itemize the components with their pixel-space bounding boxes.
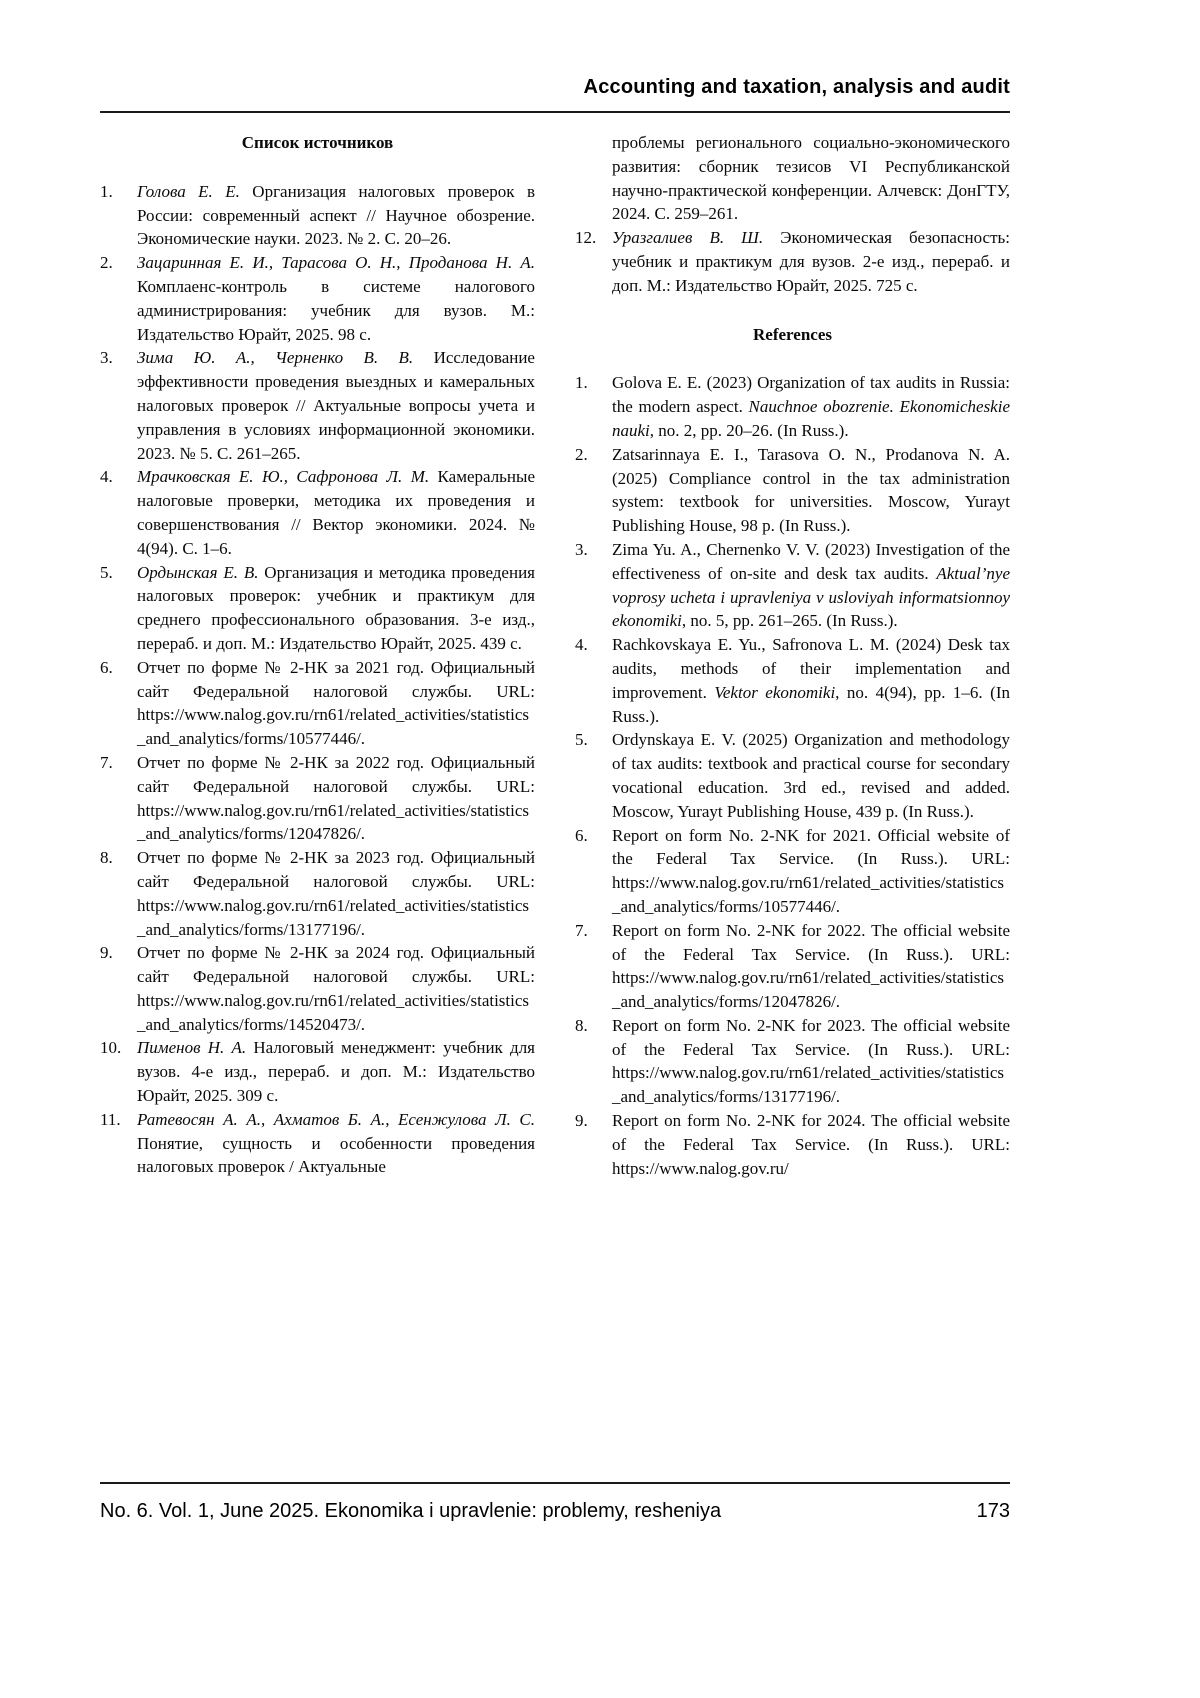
page-body [100, 131, 1010, 1471]
reference-number: 11. [100, 1109, 121, 1129]
reference-item [100, 656, 535, 751]
reference-text [612, 1109, 1010, 1180]
reference-number: 5. [100, 562, 113, 582]
reference-text [612, 443, 1010, 538]
reference-item [100, 941, 535, 1036]
reference-number: 3. [100, 348, 113, 368]
reference-number: 3. [575, 539, 588, 559]
english-reference-list [575, 371, 1010, 1180]
reference-italic-segment: Уразгалиев В. Ш. [612, 228, 764, 248]
reference-text [137, 180, 535, 251]
reference-text-segment: Ordynskaya E. V. (2025) Organization and methodology of tax audits: textbook and practical course for secondary vocational education. 3rd ed., revised and added. Moscow, Yurayt Publishing House, 439 p. (In Russ.). [612, 730, 1010, 821]
reference-text [137, 1108, 535, 1179]
reference-number: 8. [575, 1015, 588, 1035]
page-number: 173 [976, 1500, 1010, 1522]
reference-text-segment: Rachkovskaya E. Yu., Safronova L. M. (2024) Desk tax audits, methods of their implementation and improvement. [612, 635, 1010, 702]
russian-reference-list-continued [575, 226, 1010, 297]
reference-text-segment: Zima Yu. A., Chernenko V. V. (2023) Investigation of the effectiveness of on-site and desk tax audits. [612, 539, 1010, 583]
reference-text [137, 561, 535, 656]
reference-item [575, 131, 1010, 226]
reference-number: 4. [575, 635, 588, 655]
reference-number: 7. [100, 752, 113, 772]
reference-text [137, 251, 535, 346]
reference-text-segment: проблемы регионального социально-экономического развития: сборник тезисов VI Республиканской научно-практической конференции. Алчевск: ДонГТУ, 2024. С. 259–261. [612, 133, 1010, 224]
reference-text-segment: Экономическая безопасность: учебник и практикум для вузов. 2-е изд., перераб. и доп. М.: Издательство Юрайт, 2025. 725 с. [612, 228, 1010, 295]
reference-italic-segment: Ратевосян А. А., Ахматов Б. А., Есенжулова Л. С. [137, 1109, 535, 1129]
reference-text-segment: , no. 2, pp. 20–26. (In Russ.). [649, 420, 849, 440]
reference-number: 1. [100, 181, 113, 201]
reference-italic-segment: Пименов Н. А. [137, 1038, 247, 1058]
reference-text-segment: Report on form No. 2-NK for 2022. The official website of the Federal Tax Service. (In Russ.). URL: https://www.nalog.gov.ru/rn61/related_activities/statistics_and_analytics/forms/12047826/. [612, 920, 1010, 1012]
reference-text-segment: Отчет по форме № 2-НК за 2021 год. Официальный сайт Федеральной налоговой службы. URL: https://www.nalog.gov.ru/rn61/related_activities/statistics_and_analytics/forms/10577446/. [137, 657, 535, 749]
reference-text [612, 919, 1010, 1014]
reference-text [137, 941, 535, 1036]
sources-heading: Список источников [241, 133, 394, 152]
reference-text [612, 226, 1010, 297]
reference-text-segment: Отчет по форме № 2-НК за 2023 год. Официальный сайт Федеральной налоговой службы. URL: https://www.nalog.gov.ru/rn61/related_activities/statistics_and_analytics/forms/13177196/. [137, 848, 535, 939]
reference-text [137, 1036, 535, 1107]
reference-italic-segment: Vektor ekonomiki [714, 682, 836, 702]
reference-text-segment: Zatsarinnaya E. I., Tarasova O. N., Prodanova N. A. (2025) Compliance control in the tax administration system: textbook for universities. Moscow, Yurayt Publishing House, 98 p. (In Russ.). [612, 444, 1010, 536]
reference-number: 7. [575, 920, 588, 940]
reference-text-segment: Понятие, сущность и особенности проведения налоговых проверок / Актуальные [137, 1133, 535, 1177]
reference-italic-segment: Мрачковская Е. Ю., Сафронова Л. М. [137, 467, 430, 487]
reference-item [100, 1108, 535, 1179]
reference-number: 9. [575, 1111, 588, 1131]
reference-item [575, 633, 1010, 728]
reference-text [137, 346, 535, 465]
reference-text [612, 131, 1010, 226]
reference-italic-segment: Голова Е. Е. [137, 181, 240, 201]
reference-text-segment: Организация налоговых проверок в России: современный аспект // Научное обозрение. Экономические науки. 2023. № 2. С. 20–26. [137, 181, 535, 249]
reference-number [575, 131, 612, 226]
reference-text-segment: Организация и методика проведения налоговых проверок: учебник и практикум для среднего профессионального образования. 3-е изд., перераб. и доп. М.: Издательство Юрайт, 2025. 439 с. [137, 562, 535, 653]
reference-item [100, 465, 535, 560]
reference-text [612, 824, 1010, 919]
reference-text-segment: Налоговый менеджмент: учебник для вузов. 4-е изд., перераб. и доп. М.: Издательство Юрайт, 2025. 309 с. [137, 1038, 535, 1106]
reference-number: 10. [100, 1038, 122, 1058]
russian-reference-list [100, 180, 535, 1179]
reference-item [100, 346, 535, 465]
reference-number: 2. [100, 253, 113, 273]
left-column [100, 131, 535, 1471]
reference-number: 6. [575, 825, 588, 845]
reference-item [575, 919, 1010, 1014]
reference-text [137, 846, 535, 941]
reference-text-segment: Report on form No. 2-NK for 2024. The official website of the Federal Tax Service. (In Russ.). URL: https://www.nalog.gov.ru/ [612, 1111, 1010, 1178]
reference-text-segment: Report on form No. 2-NK for 2023. The official website of the Federal Tax Service. (In Russ.). URL: https://www.nalog.gov.ru/rn61/related_activities/statistics_and_analytics/forms/13177196/. [612, 1015, 1010, 1107]
reference-italic-segment: Зима Ю. А., Черненко В. В. [137, 348, 414, 368]
journal-issue-info: No. 6. Vol. 1, June 2025. Ekonomika i upravlenie: problemy, resheniya [100, 1500, 722, 1522]
reference-item [100, 561, 535, 656]
reference-item [100, 1036, 535, 1107]
reference-italic-segment: Nauchnoe obozrenie. Ekonomicheskie nauki [612, 397, 1010, 440]
reference-item [575, 443, 1010, 538]
reference-item [575, 728, 1010, 823]
reference-number: 1. [575, 373, 588, 393]
reference-text [612, 538, 1010, 633]
reference-text [612, 1014, 1010, 1109]
reference-text [137, 465, 535, 560]
reference-text-segment: Golova E. E. (2023) Organization of tax audits in Russia: the modern aspect. [612, 373, 1010, 417]
running-head: Accounting and taxation, analysis and audit [583, 76, 1010, 98]
reference-text-segment: Report on form No. 2-NK for 2021. Official website of the Federal Tax Service. (In Russ.). URL: https://www.nalog.gov.ru/rn61/related_activities/statistics_and_analytics/forms/10577446/. [612, 825, 1010, 916]
reference-number: 4. [100, 467, 113, 487]
reference-item [575, 371, 1010, 442]
footer-rule [100, 1482, 1010, 1484]
reference-number: 8. [100, 848, 113, 868]
reference-number: 12. [575, 228, 597, 248]
right-column [575, 131, 1010, 1471]
reference-text-segment: Исследование эффективности проведения выездных и камеральных налоговых проверок // Актуальные вопросы учета и управления в условиях информационной экономики. 2023. № 5. С. 261–265. [137, 348, 535, 463]
reference-text-segment: Камеральные налоговые проверки, методика их проведения и совершенствования // Вектор экономики. 2024. № 4(94). С. 1–6. [137, 467, 535, 558]
header-rule [100, 111, 1010, 113]
reference-item [100, 251, 535, 346]
reference-italic-segment: Ордынская Е. В. [137, 562, 259, 582]
reference-item [100, 180, 535, 251]
reference-number: 5. [575, 730, 588, 750]
references-heading: References [753, 324, 832, 344]
reference-text-segment: , no. 5, pp. 261–265. (In Russ.). [681, 611, 898, 631]
reference-italic-segment: Зацаринная Е. И., Тарасова О. Н., Проданова Н. А. [137, 253, 535, 273]
reference-item [575, 824, 1010, 919]
reference-item [575, 538, 1010, 633]
reference-item [575, 1109, 1010, 1180]
reference-text [612, 371, 1010, 442]
reference-number: 6. [100, 657, 113, 677]
reference-text [137, 751, 535, 846]
reference-italic-segment: Aktual’nye voprosy ucheta i upravleniya v usloviyah informatsionnoy ekonomiki [612, 563, 1010, 631]
reference-number: 2. [575, 444, 588, 464]
reference-continuation [575, 131, 1010, 226]
reference-text-segment: Отчет по форме № 2-НК за 2022 год. Официальный сайт Федеральной налоговой службы. URL: https://www.nalog.gov.ru/rn61/related_activities/statistics_and_analytics/forms/12047826/. [137, 752, 535, 844]
reference-text-segment: Отчет по форме № 2-НК за 2024 год. Официальный сайт Федеральной налоговой службы. URL: https://www.nalog.gov.ru/rn61/related_activities/statistics_and_analytics/forms/14520473/. [137, 943, 535, 1034]
reference-item [575, 226, 1010, 297]
reference-text-segment: , no. 4(94), pp. 1–6. (In Russ.). [612, 682, 1010, 726]
page-footer [100, 1500, 1010, 1523]
reference-item [100, 751, 535, 846]
reference-text-segment: Комплаенс-контроль в системе налогового администрирования: учебник для вузов. М.: Издательство Юрайт, 2025. 98 с. [137, 276, 535, 344]
reference-item [575, 1014, 1010, 1109]
reference-text [612, 728, 1010, 823]
reference-text [137, 656, 535, 751]
reference-item [100, 846, 535, 941]
reference-text [612, 633, 1010, 728]
reference-number: 9. [100, 943, 113, 963]
